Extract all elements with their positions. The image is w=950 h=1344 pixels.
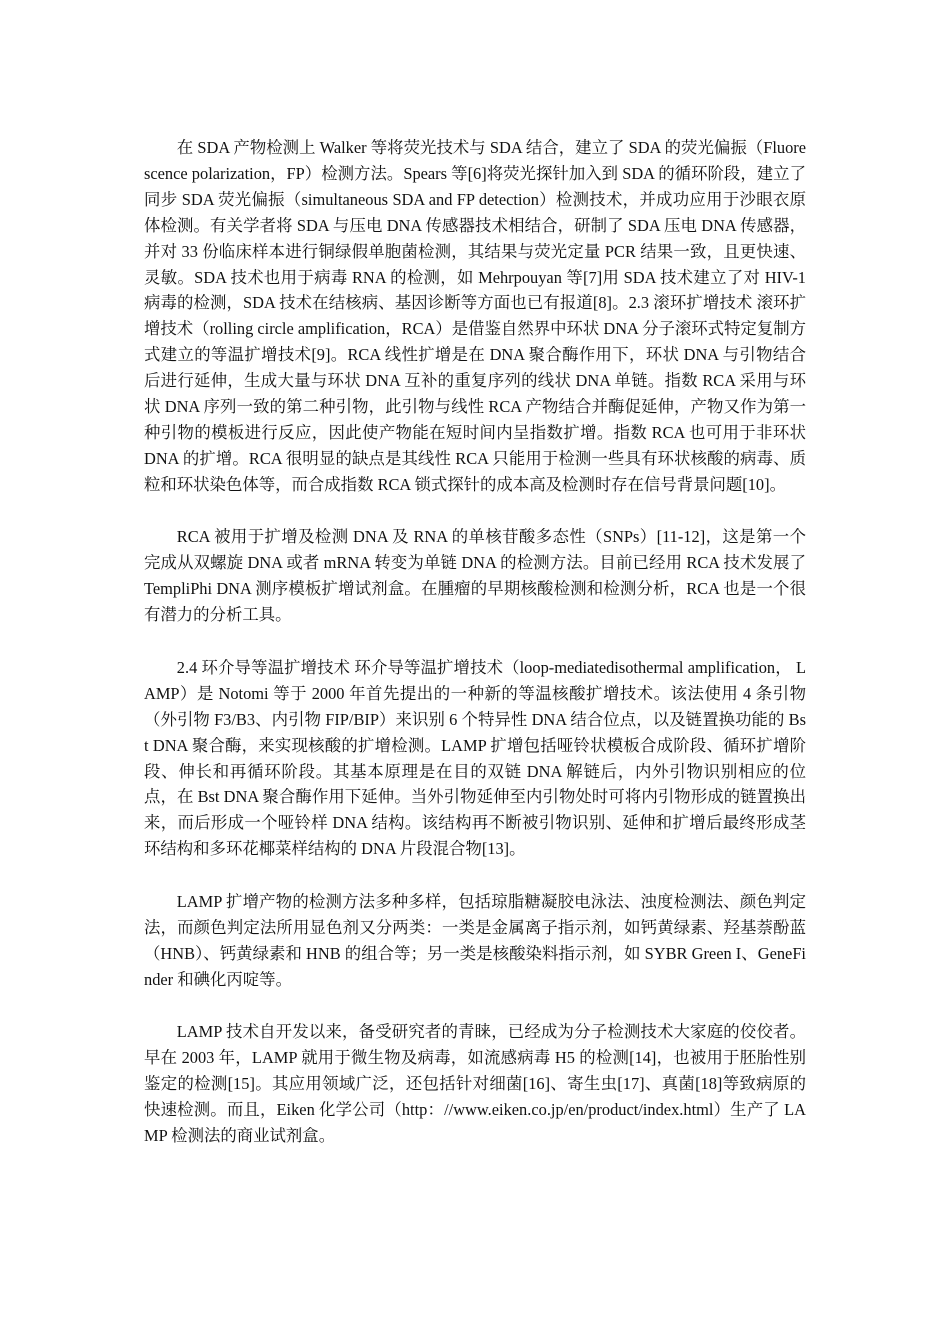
paragraph-spacer [144, 628, 806, 655]
paragraph-spacer [144, 498, 806, 525]
paragraph-lamp-detection: LAMP 扩增产物的检测方法多种多样，包括琼脂糖凝胶电泳法、浊度检测法、颜色判定法，而颜色判定法所用显色剂又分两类：一类是金属离子指示剂，如钙黄绿素、羟基萘酚蓝（HNB）、钙黄绿素和 HNB 的组合等；另一类是核酸染料指示剂，如 SYBR Green I、GeneFinder 和碘化丙啶等。 [144, 891, 806, 989]
paragraph-rca-snps: RCA 被用于扩增及检测 DNA 及 RNA 的单核苷酸多态性（SNPs）[11-12]，这是第一个完成从双螺旋 DNA 或者 mRNA 转变为单链 DNA 的检测方法。目前已经用 RCA 技术发展了 TempliPhi DNA 测序模板扩增试剂盒。在腫瘤的早期核酸检测和检测分析，RCA 也是一个很有潜力的分析工具。 [144, 527, 806, 625]
paragraph-lamp-intro: 2.4 环介导等温扩增技术 环介导等温扩增技术（loop-mediatedisothermal amplification， LAMP）是 Notomi 等于 2000 年首先提出的一种新的等温核酸扩增技术。该法使用 4 条引物（外引物 F3/B3、内引物 FIP/BIP）来识别 6 个特异性 DNA 结合位点，以及链置换功能的 Bst DNA 聚合酶，来实现核酸的扩增检测。LAMP 扩增包括哑铃状模板合成阶段、循环扩增阶段、伸长和再循环阶段。其基本原理是在目的双链 DNA 解链后，内外引物识别相应的位点，在 Bst DNA 聚合酶作用下延伸。当外引物延伸至内引物处时可将内引物形成的链置换出来，而后形成一个哑铃样 DNA 结构。该结构再不断被引物识别、延伸和扩增后最终形成茎环结构和多环花椰菜样结构的 DNA 片段混合物[13]。 [144, 657, 806, 859]
paragraph-sda-rca: 在 SDA 产物检测上 Walker 等将荧光技术与 SDA 结合，建立了 SDA 的荧光偏振（Fluorescence polarization，FP）检测方法。Spears 等[6]将荧光探针加入到 SDA 的循环阶段，建立了同步 SDA 荧光偏振（simultaneous SDA and FP detection）检测技术，并成功应用于沙眼衣原体检测。有关学者将 SDA 与压电 DNA 传感器技术相结合，研制了 SDA 压电 DNA 传感器，并对 33 份临床样本进行铜绿假单胞菌检测，其结果与荧光定量 PCR 结果一致，且更快速、灵敏。SDA 技术也用于病毒 RNA 的检测，如 Mehrpouyan 等[7]用 SDA 技术建立了对 HIV-1 病毒的检测，SDA 技术在结核病、基因诊断等方面也已有报道[8]。2.3 滚环扩增技术 滚环扩增技术（rolling circle amplification，RCA）是借鉴自然界中环状 DNA 分子滚环式特定复制方式建立的等温扩增技术[9]。RCA 线性扩增是在 DNA 聚合酶作用下，环状 DNA 与引物结合后进行延伸，生成大量与环状 DNA 互补的重复序列的线状 DNA 单链。指数 RCA 采用与环状 DNA 序列一致的第二种引物，此引物与线性 RCA 产物结合并酶促延伸，产物又作为第一种引物的模板进行反应，因此使产物能在短时间内呈指数扩增。指数 RCA 也可用于非环状 DNA 的扩增。RCA 很明显的缺点是其线性 RCA 只能用于检测一些具有环状核酸的病毒、质粒和环状染色体等，而合成指数 RCA 锁式探针的成本高及检测时存在信号背景问题[10]。 [144, 138, 806, 494]
paragraph-spacer [144, 862, 806, 889]
document-body [144, 135, 806, 1149]
paragraph-lamp-applications: LAMP 技术自开发以来，备受研究者的青睐，已经成为分子检测技术大家庭的佼佼者。早在 2003 年，LAMP 就用于微生物及病毒，如流感病毒 H5 的检测[14]，也被用于胚胎性别鉴定的检测[15]。其应用领域广泛，还包括针对细菌[16]、寄生虫[17]、真菌[18]等致病原的快速检测。而且，Eiken 化学公司（http：//www.eiken.co.jp/en/product/index.html）生产了 LAMP 检测法的商业试剂盒。 [144, 1022, 806, 1145]
paragraph-spacer [144, 993, 806, 1020]
